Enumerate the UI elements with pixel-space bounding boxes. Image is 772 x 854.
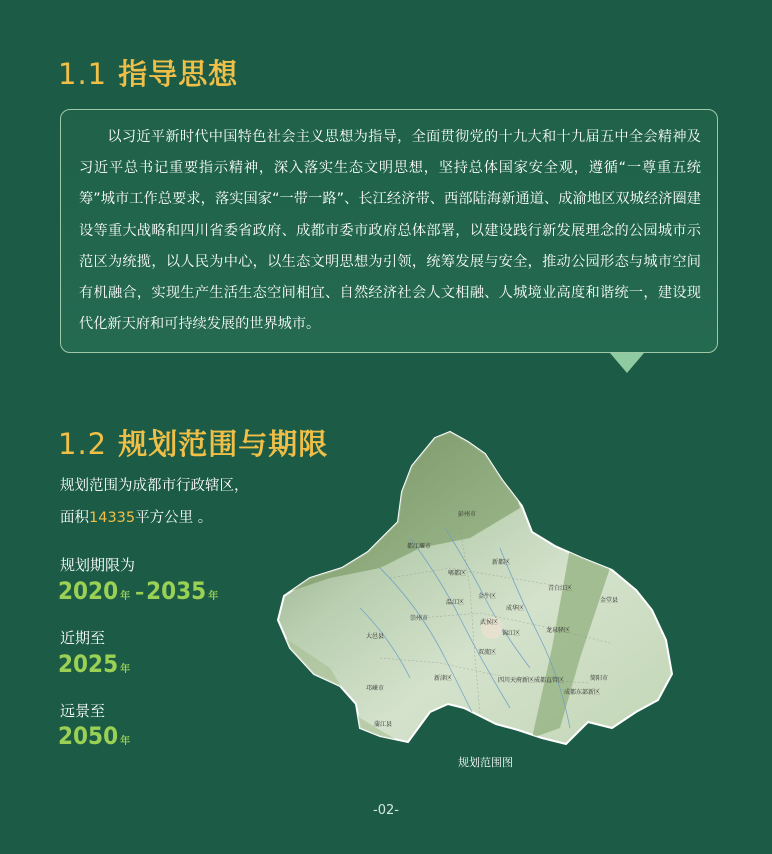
period-dash: –: [135, 580, 145, 604]
long-term-year: [58, 722, 133, 750]
map-label: 四川天府新区成都直管区: [498, 677, 565, 684]
map-label: 青白江区: [548, 585, 573, 592]
map-label: 成都东部新区: [564, 689, 601, 696]
section-heading-guiding-ideology: [58, 52, 238, 93]
long-term-label: 远景至: [60, 702, 106, 720]
far-year-value: 2050: [58, 722, 119, 750]
map-label: 彭州市: [458, 511, 477, 518]
map-label: 温江区: [446, 599, 465, 606]
scope-description: 规划范围为成都市行政辖区，: [60, 478, 249, 494]
section-number: 1.2: [58, 427, 108, 461]
map-label: 蒲江县: [374, 721, 393, 728]
map-label: 金堂县: [600, 597, 619, 604]
year-unit: 年: [120, 736, 131, 747]
section-number: 1.1: [58, 57, 108, 91]
map-label: 武侯区: [480, 619, 499, 626]
year-unit: 年: [120, 664, 131, 675]
guiding-ideology-box: [60, 109, 718, 353]
period-label: 规划期限为: [60, 556, 136, 574]
area-prefix: 面积: [60, 510, 89, 526]
map-label: 新都区: [492, 559, 511, 566]
map-label: 金牛区: [478, 593, 497, 600]
year-unit: 年: [120, 591, 131, 602]
map-label: 崇州市: [410, 615, 429, 622]
near-term-year: [58, 650, 133, 678]
box-pointer: [610, 353, 644, 373]
page-number: -02-: [373, 803, 399, 818]
map-label: 双流区: [478, 649, 497, 656]
map-label: 龙泉驿区: [546, 627, 571, 634]
map-label: 新津区: [434, 675, 453, 682]
map-label: 都江堰市: [407, 543, 432, 550]
map-label: 郫都区: [448, 570, 467, 577]
near-term-label: 近期至: [60, 629, 106, 647]
period-start-year: 2020: [58, 577, 119, 605]
map-label: 简阳市: [590, 675, 609, 682]
map-label: 锦江区: [502, 630, 521, 637]
section-title: 规划范围与期限: [118, 427, 329, 461]
area-value: 14335: [89, 510, 136, 526]
near-year-value: 2025: [58, 650, 119, 678]
planning-period: [58, 577, 221, 605]
section-title: 指导思想: [118, 57, 239, 91]
year-unit: 年: [208, 591, 219, 602]
area-description: [60, 506, 212, 527]
map-label: 成华区: [506, 605, 525, 612]
period-end-year: 2035: [146, 577, 207, 605]
map-caption: 规划范围图: [458, 756, 513, 769]
map-label: 邛崃市: [366, 685, 385, 692]
planning-scope-map: [270, 428, 690, 750]
map-label: 大邑县: [366, 633, 385, 640]
area-suffix: 平方公里 。: [135, 510, 213, 526]
guiding-ideology-paragraph: 以习近平新时代中国特色社会主义思想为指导，全面贯彻党的十九大和十九届五中全会精神及习近平总书记重要指示精神，深入落实生态文明思想，坚持总体国家安全观，遵循“一尊重五统筹”城市工作总要求，落实国家“一带一路”、长江经济带、西部陆海新通道、成渝地区双城经济圈建设等重大战略和四川省委省政府、成都市委市政府总体部署，以建设践行新发展理念的公园城市示范区为统揽，以人民为中心，以生态文明思想为引领，统筹发展与安全，推动公园形态与城市空间有机融合，实现生产生活生态空间相宜、自然经济社会人文相融、人城境业高度和谐统一，建设现代化新天府和可持续发展的世界城市。: [79, 129, 701, 333]
